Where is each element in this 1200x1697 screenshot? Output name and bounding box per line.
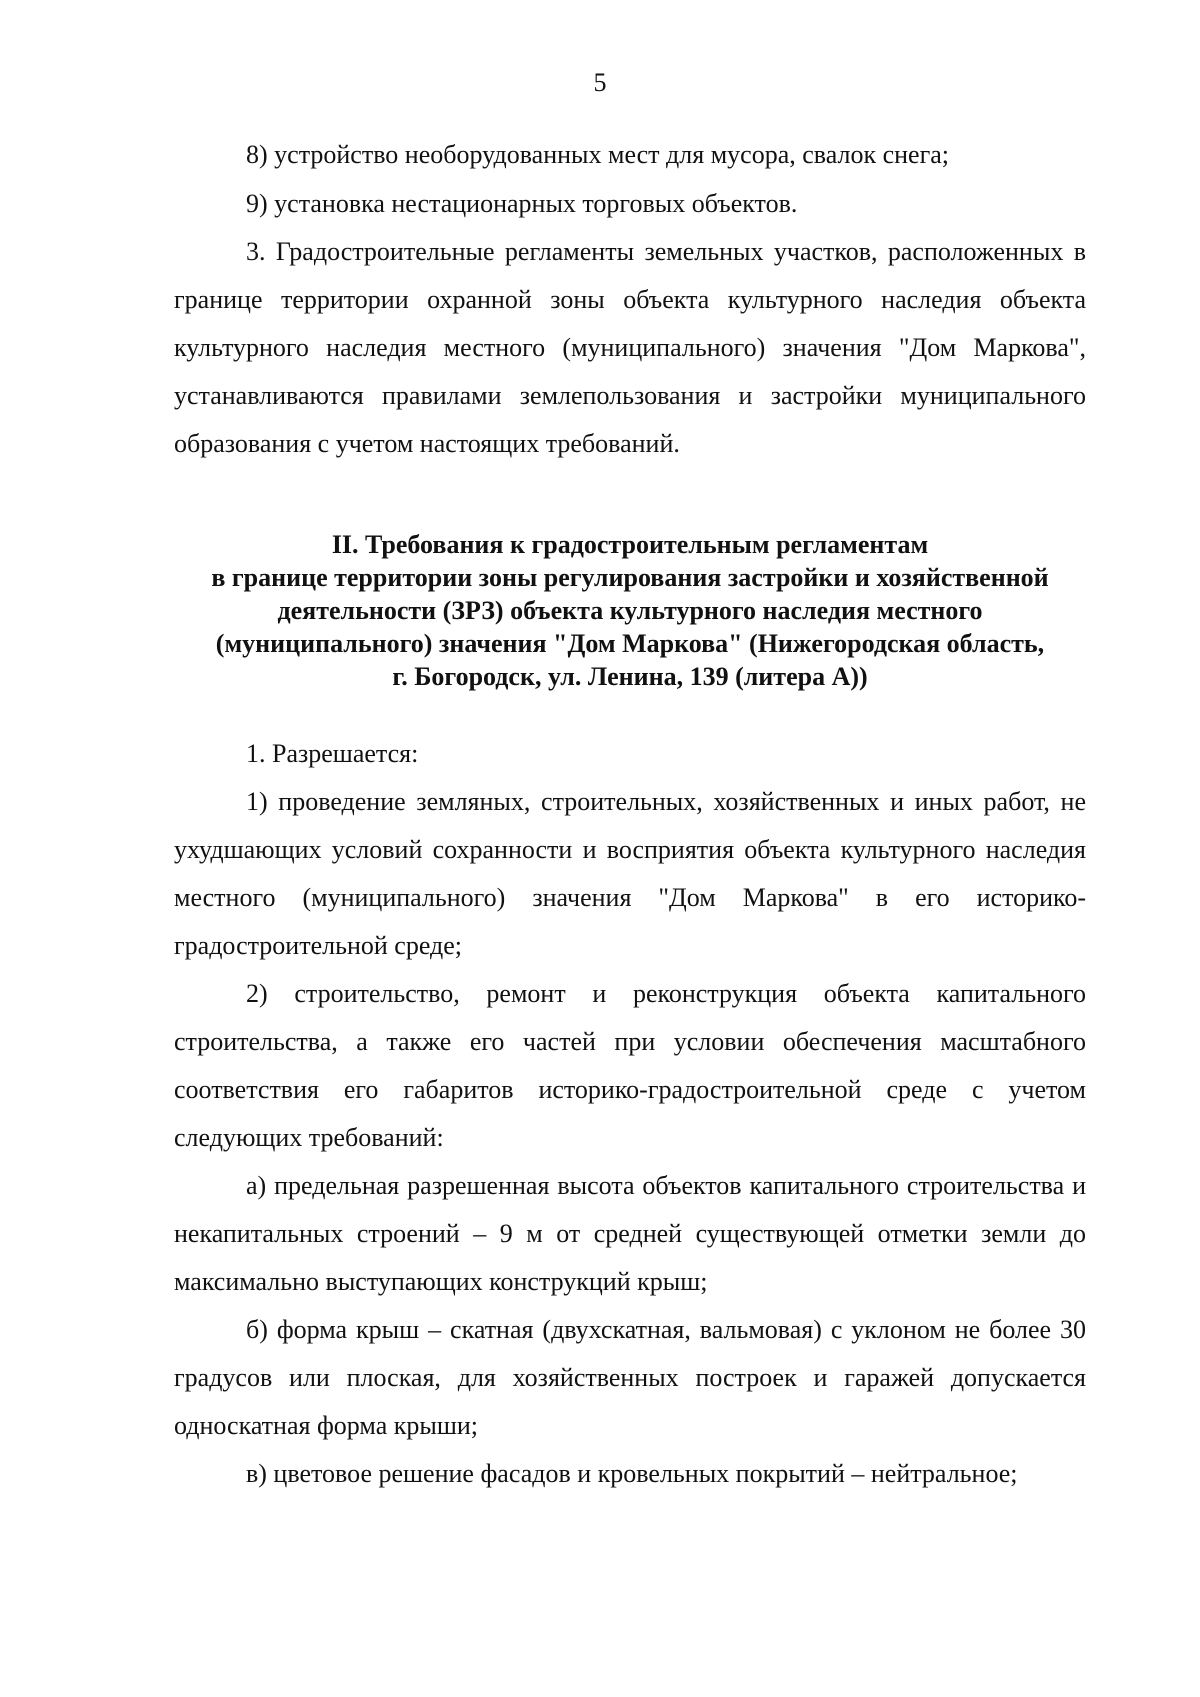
clause-1-paragraph: 1. Разрешается:: [246, 739, 419, 768]
sub-item-b: б) форма крыш – скатная (двухскатная, вальмовая) с уклоном не более 30 градусов или плоская, для хозяйственных построек и гаражей допускается односкатная форма крыши;: [174, 1315, 1086, 1440]
list-item-1: 1) проведение земляных, строительных, хозяйственных и иных работ, не ухудшающих условий сохранности и восприятия объекта культурного наследия местного (муниципального) значения "Дом Маркова" в его историко-градостроительной среде;: [174, 787, 1086, 960]
sub-item-v: в) цветовое решение фасадов и кровельных покрытий – нейтральное;: [246, 1459, 1018, 1488]
list-item-9: 9) установка нестационарных торговых объектов.: [246, 189, 798, 218]
list-item-8: 8) устройство необорудованных мест для мусора, свалок снега;: [246, 140, 950, 169]
section-2-heading: [174, 528, 1086, 693]
page-number: 5: [593, 68, 607, 97]
heading-line: в границе территории зоны регулирования застройки и хозяйственной: [211, 563, 1049, 592]
document-body: [174, 130, 1086, 1498]
clause-3-paragraph: 3. Градостроительные регламенты земельных участков, расположенных в границе территории охранной зоны объекта культурного наследия объекта культурного наследия местного (муниципального) значения "Дом Маркова", устанавливаются правилами землепользования и застройки муниципального образования с учетом настоящих требований.: [174, 237, 1086, 458]
list-item-2: 2) строительство, ремонт и реконструкция объекта капитального строительства, а также его частей при условии обеспечения масштабного соответствия его габаритов историко-градостроительной среде с учетом следующих требований:: [174, 979, 1086, 1152]
heading-line: деятельности (ЗРЗ) объекта культурного наследия местного: [277, 596, 983, 625]
heading-line: г. Богородск, ул. Ленина, 139 (литера А)): [392, 662, 868, 691]
sub-item-a: а) предельная разрешенная высота объектов капитального строительства и некапитальных строений – 9 м от средней существующей отметки земли до максимально выступающих конструкций крыш;: [174, 1171, 1086, 1296]
heading-line: (муниципального) значения "Дом Маркова" (Нижегородская область,: [215, 629, 1045, 658]
heading-line: II. Требования к градостроительным регламентам: [331, 530, 929, 559]
